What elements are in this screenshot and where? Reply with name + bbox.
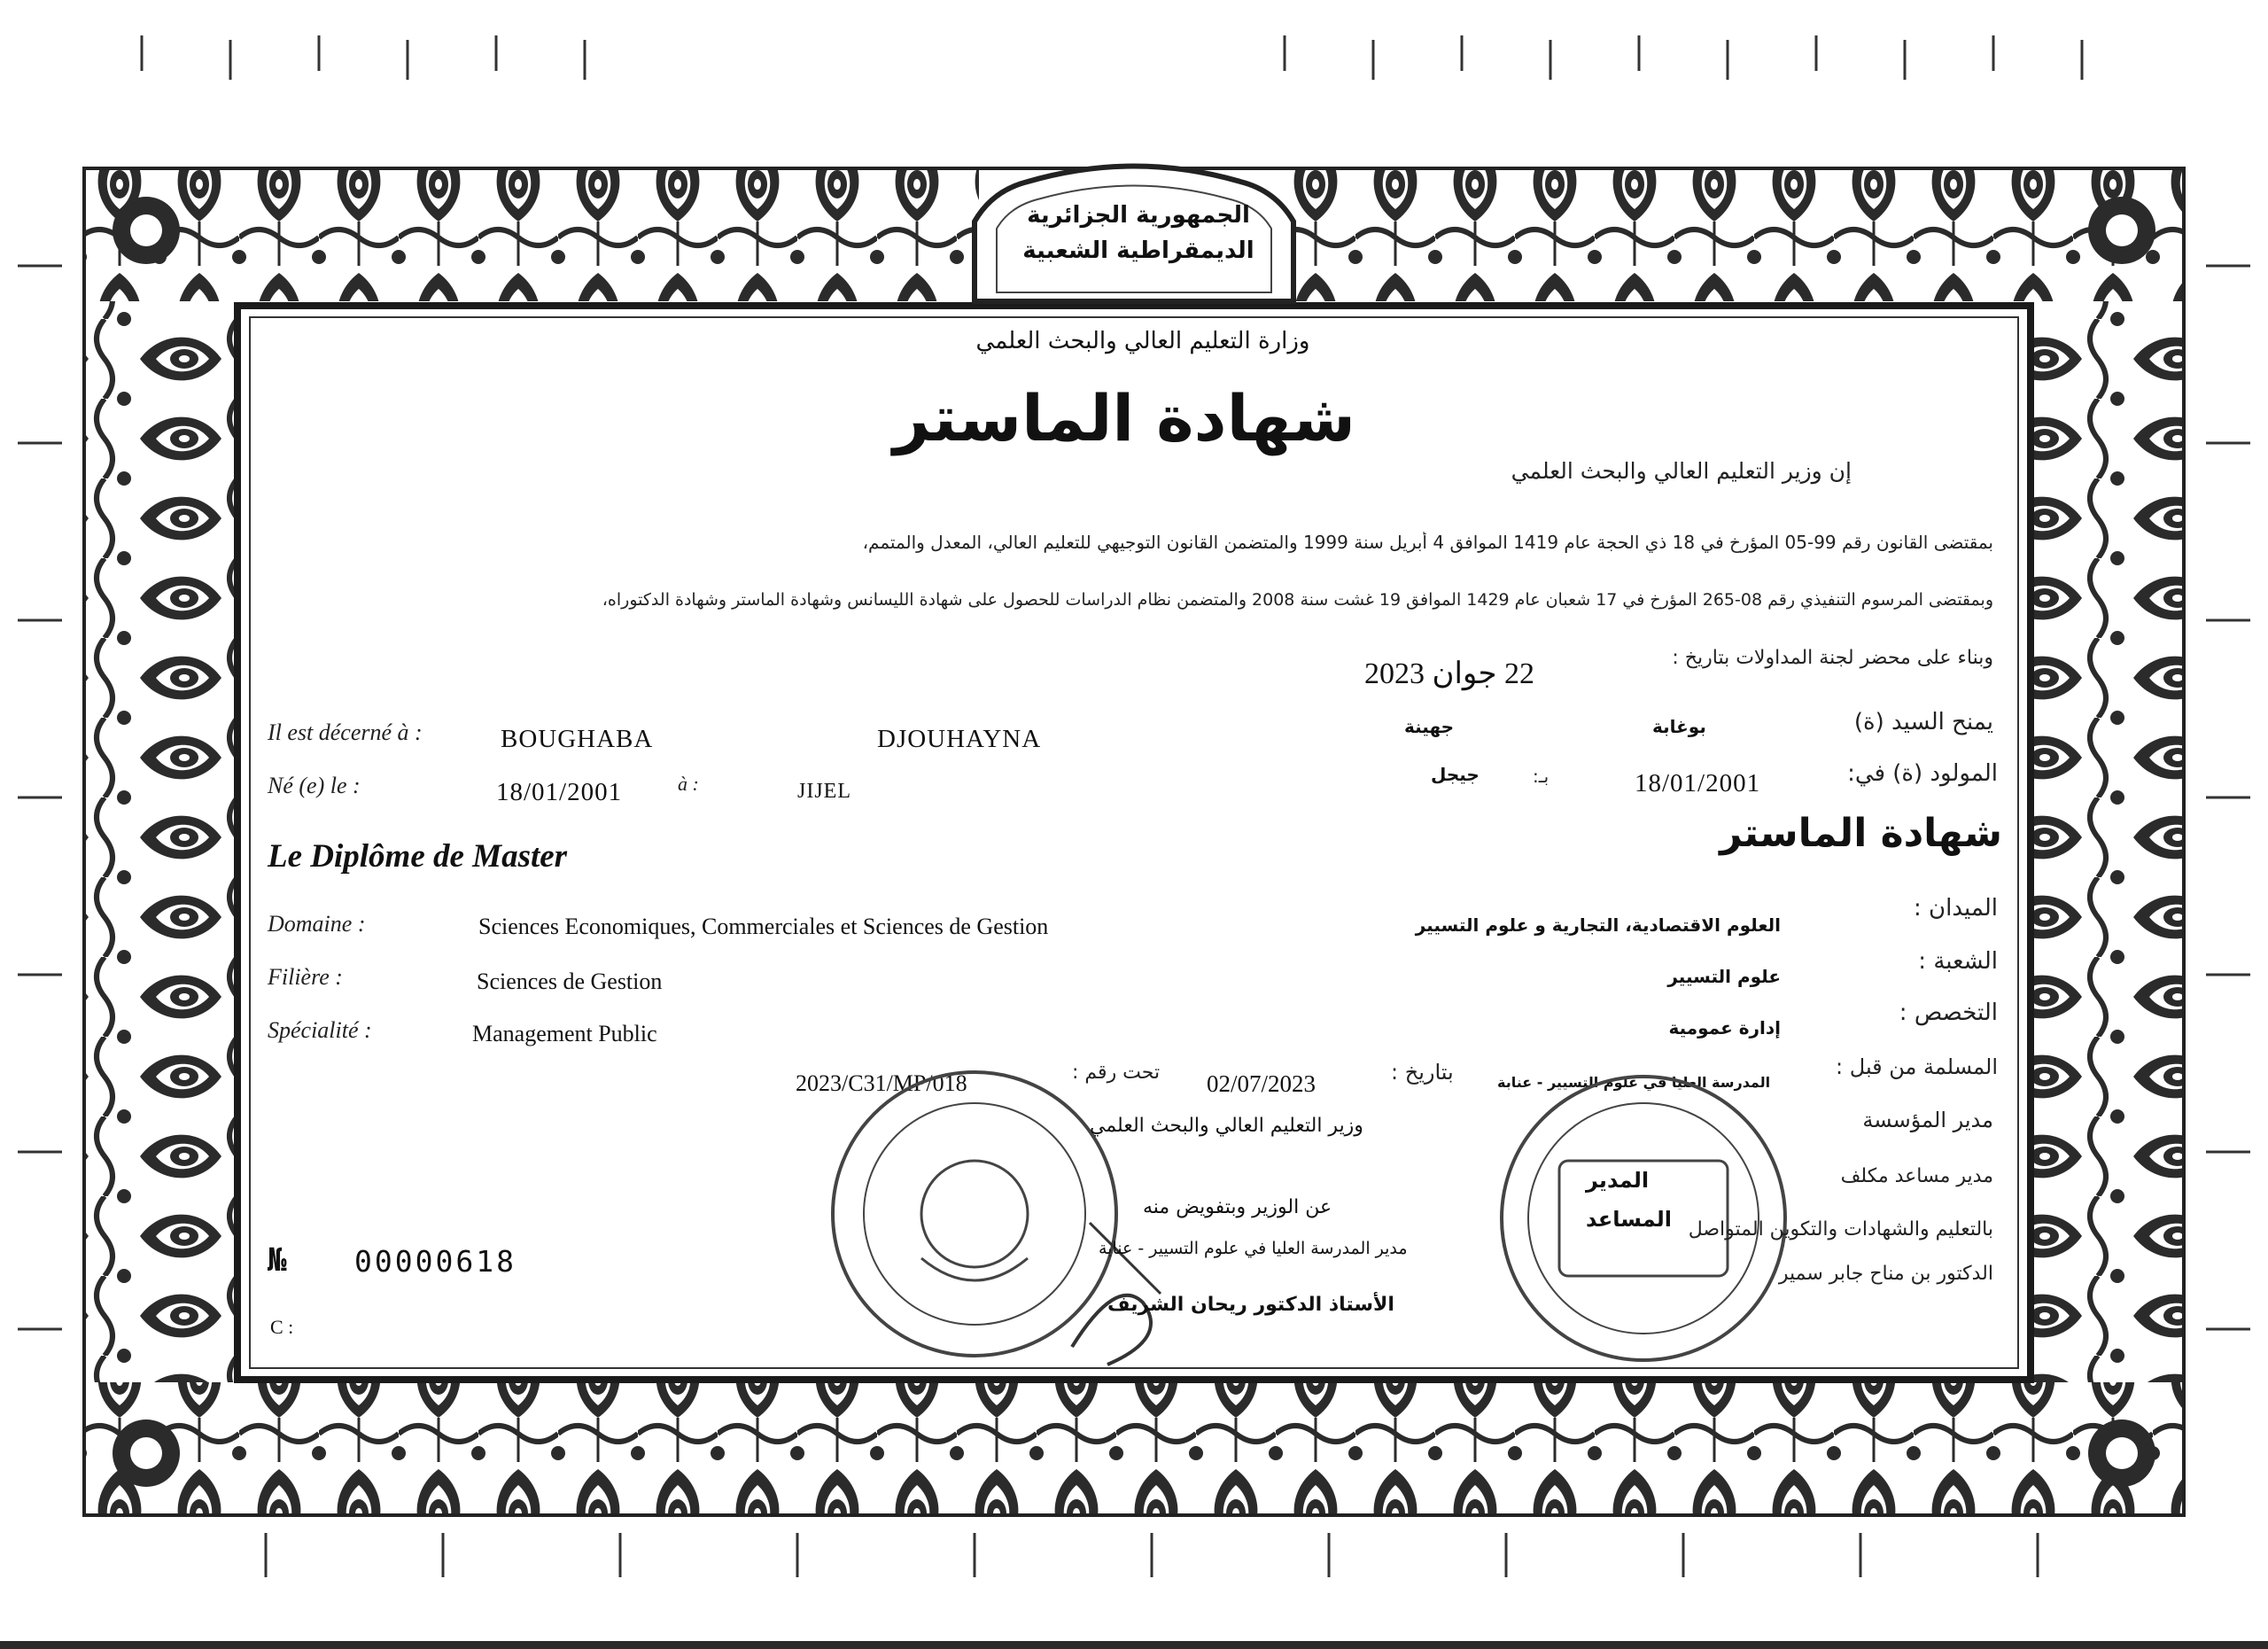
awarded-to-label-ar: يمنح السيد (ة) xyxy=(1853,709,1993,735)
ministry-title: وزارة التعليم العالي والبحث العلمي xyxy=(975,328,1310,354)
issue-date: 02/07/2023 xyxy=(1207,1070,1317,1097)
domain-value: Sciences Economiques, Commerciales et Sciences de Gestion xyxy=(478,914,1049,939)
preamble-line-3: وبمقتضى المرسوم التنفيذي رقم 08-265 المؤرخ في 17 شعبان عام 1429 الموافق 19 غشت سنة 2008 والمتضمن نظام الدراسات للحصول على شهادة الليسانس وشهادة الماستر وشهادة الدكتوراه، xyxy=(602,590,1993,610)
right-stamp-line-2: المساعد xyxy=(1586,1207,1673,1232)
domain-label: Domaine : xyxy=(268,911,366,937)
specialty-value: Management Public xyxy=(472,1021,657,1046)
serial-number-label: № xyxy=(268,1242,287,1279)
c-field-label: C : xyxy=(270,1316,294,1338)
right-stamp-line-1: المدير xyxy=(1586,1168,1650,1193)
republic-line-2: الديمقراطية الشعبية xyxy=(1022,237,1254,264)
preamble-line-2: بمقتضى القانون رقم 99-05 المؤرخ في 18 ذي الحجة عام 1419 الموافق 4 أبريل سنة 1999 والمتضمن القانون التوجيهي للتعليم العالي، المعدل والمتمم، xyxy=(862,532,1993,553)
domain-label-ar: الميدان : xyxy=(1913,895,1998,922)
specialty-label: Spécialité : xyxy=(268,1017,372,1043)
birth-place-ar: جيجل xyxy=(1431,764,1480,785)
diploma-title-ar-small: شهادة الماستر xyxy=(1720,811,2002,856)
minister-title: وزير التعليم العالي والبحث العلمي xyxy=(1090,1115,1363,1137)
born-on-label: Né (e) le : xyxy=(268,773,361,798)
serial-number: 00000618 xyxy=(354,1244,517,1279)
birth-place: JIJEL xyxy=(797,780,851,803)
birth-date-ar: 18/01/2001 xyxy=(1635,769,1761,797)
birth-date: 18/01/2001 xyxy=(496,778,623,806)
school-director-title: مدير المدرسة العليا في علوم التسيير - عنابة xyxy=(1099,1239,1408,1258)
born-at-label-ar: بـ: xyxy=(1533,766,1550,787)
field-label: Filière : xyxy=(268,964,343,990)
field-value: Sciences de Gestion xyxy=(477,968,663,994)
awarded-to-label: Il est décerné à : xyxy=(268,719,423,745)
delegation-text: عن الوزير وبتفويض منه xyxy=(1143,1196,1332,1218)
preamble-line-1: إن وزير التعليم العالي والبحث العلمي xyxy=(1511,458,1852,484)
field-label-ar: الشعبة : xyxy=(1918,948,1998,975)
born-at-label: à : xyxy=(678,773,699,795)
registration-number: 2023/C31/MP/018 xyxy=(796,1070,967,1096)
issued-by-label-ar: المسلمة من قبل : xyxy=(1836,1054,1998,1079)
deliberation-date: 22 جوان 2023 xyxy=(1364,657,1534,690)
issuing-institution-ar: المدرسة العليا في علوم التسيير - عنابة xyxy=(1497,1074,1771,1091)
doctor-name: الدكتور بن مناح جابر سمير xyxy=(1778,1263,1993,1285)
issue-date-label-ar: بتاريخ : xyxy=(1391,1060,1454,1085)
recipient-last-name-ar: بوغابة xyxy=(1652,716,1706,737)
diploma-title-ar: شهادة الماستر xyxy=(893,381,1355,455)
field-value-ar: علوم التسيير xyxy=(1667,966,1781,987)
domain-value-ar: العلوم الاقتصادية، التجارية و علوم التسيير xyxy=(1415,914,1781,936)
recipient-last-name: BOUGHABA xyxy=(501,725,654,753)
registration-number-label-ar: تحت رقم : xyxy=(1072,1062,1161,1084)
assistant-director-title: مدير مساعد مكلف xyxy=(1840,1165,1993,1187)
assistant-director-scope: بالتعليم والشهادات والتكوين المتواصل xyxy=(1688,1218,1993,1241)
recipient-first-name-ar: جهينة xyxy=(1404,716,1455,737)
diploma-title-fr: Le Diplôme de Master xyxy=(268,838,568,875)
preamble-line-4: وبناء على محضر لجنة المداولات بتاريخ : xyxy=(1672,647,1993,669)
professor-name: الأستاذ الدكتور ريحان الشريف xyxy=(1107,1294,1394,1316)
scan-edge xyxy=(0,1641,2268,1649)
specialty-label-ar: التخصص : xyxy=(1899,1000,1998,1026)
specialty-value-ar: إدارة عمومية xyxy=(1668,1017,1781,1038)
institution-director-label: مدير المؤسسة xyxy=(1862,1108,1993,1132)
recipient-first-name: DJOUHAYNA xyxy=(877,725,1042,753)
republic-line-1: الجمهورية الجزائرية xyxy=(1027,202,1250,229)
born-on-label-ar: المولود (ة) في: xyxy=(1847,760,1998,787)
